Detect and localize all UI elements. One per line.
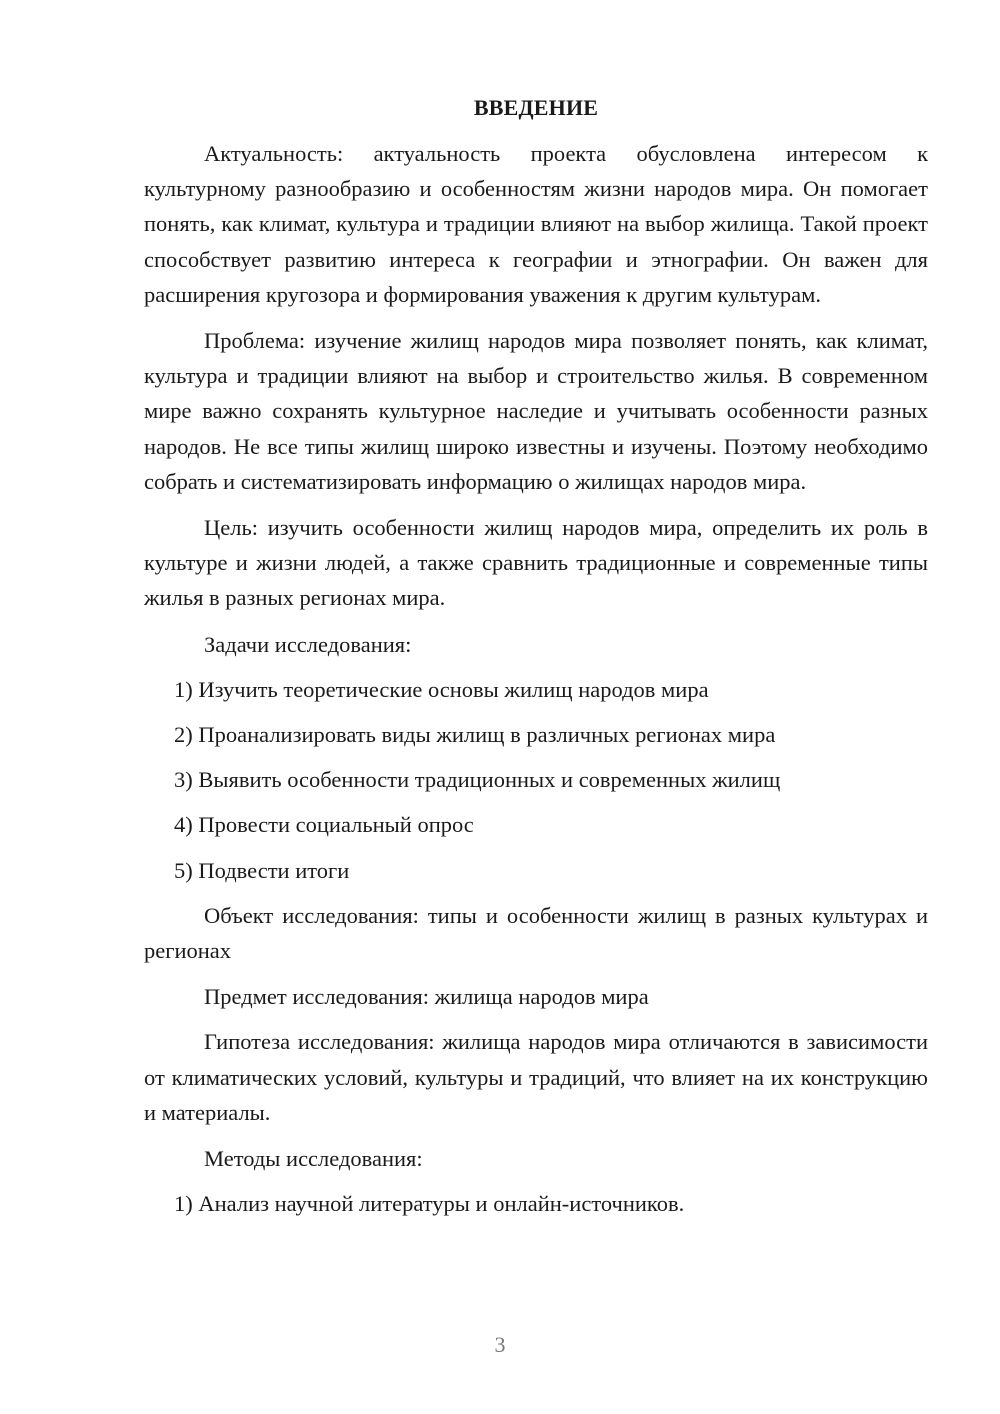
list-item: 3) Выявить особенности традиционных и современных жилищ	[174, 767, 781, 793]
list-item: 1) Изучить теоретические основы жилищ народов мира	[174, 676, 709, 702]
page-number: 3	[494, 1332, 506, 1357]
list-item: 4) Провести социальный опрос	[174, 812, 474, 838]
list-item: 1) Анализ научной литературы и онлайн-источников.	[174, 1191, 685, 1217]
list-item: 2) Проанализировать виды жилищ в различных регионах мира	[174, 722, 776, 748]
tasks-list	[144, 672, 928, 888]
tasks-title: Задачи исследования:	[204, 631, 412, 657]
object-paragraph: Объект исследования: типы и особенности жилищ в разных культурах и регионах	[144, 902, 928, 964]
goal-paragraph: Цель: изучить особенности жилищ народов мира, определить их роль в культуре и жизни людей, а также сравнить традиционные и современные типы жилья в разных регионах мира.	[144, 515, 928, 611]
list-item: 5) Подвести итоги	[174, 857, 350, 883]
methods-title: Методы исследования:	[204, 1146, 423, 1172]
problem-paragraph: Проблема: изучение жилищ народов мира позволяет понять, как климат, культура и традиции влияют на выбор и строительство жилья. В современном мире важно сохранять культурное наследие и учитывать особенности разных народов. Не все типы жилищ широко известны и изучены. Поэтому необходимо собрать и систематизировать информацию о жилищах народов мира.	[144, 328, 928, 494]
hypothesis-paragraph: Гипотеза исследования: жилища народов мира отличаются в зависимости от климатических условий, культуры и традиций, что влияет на их конструкцию и материалы.	[144, 1029, 928, 1125]
section-heading: ВВЕДЕНИЕ	[473, 95, 599, 120]
methods-list	[144, 1186, 928, 1221]
document-body	[144, 92, 928, 1231]
subject-paragraph: Предмет исследования: жилища народов мира	[204, 984, 649, 1010]
relevance-paragraph: Актуальность: актуальность проекта обусловлена интересом к культурному разнообразию и особенностям жизни народов мира. Он помогает понять, как климат, культура и традиции влияют на выбор жилища. Такой проект способствует развитию интереса к географии и этнографии. Он важен для расширения кругозора и формирования уважения к другим культурам.	[144, 141, 928, 307]
